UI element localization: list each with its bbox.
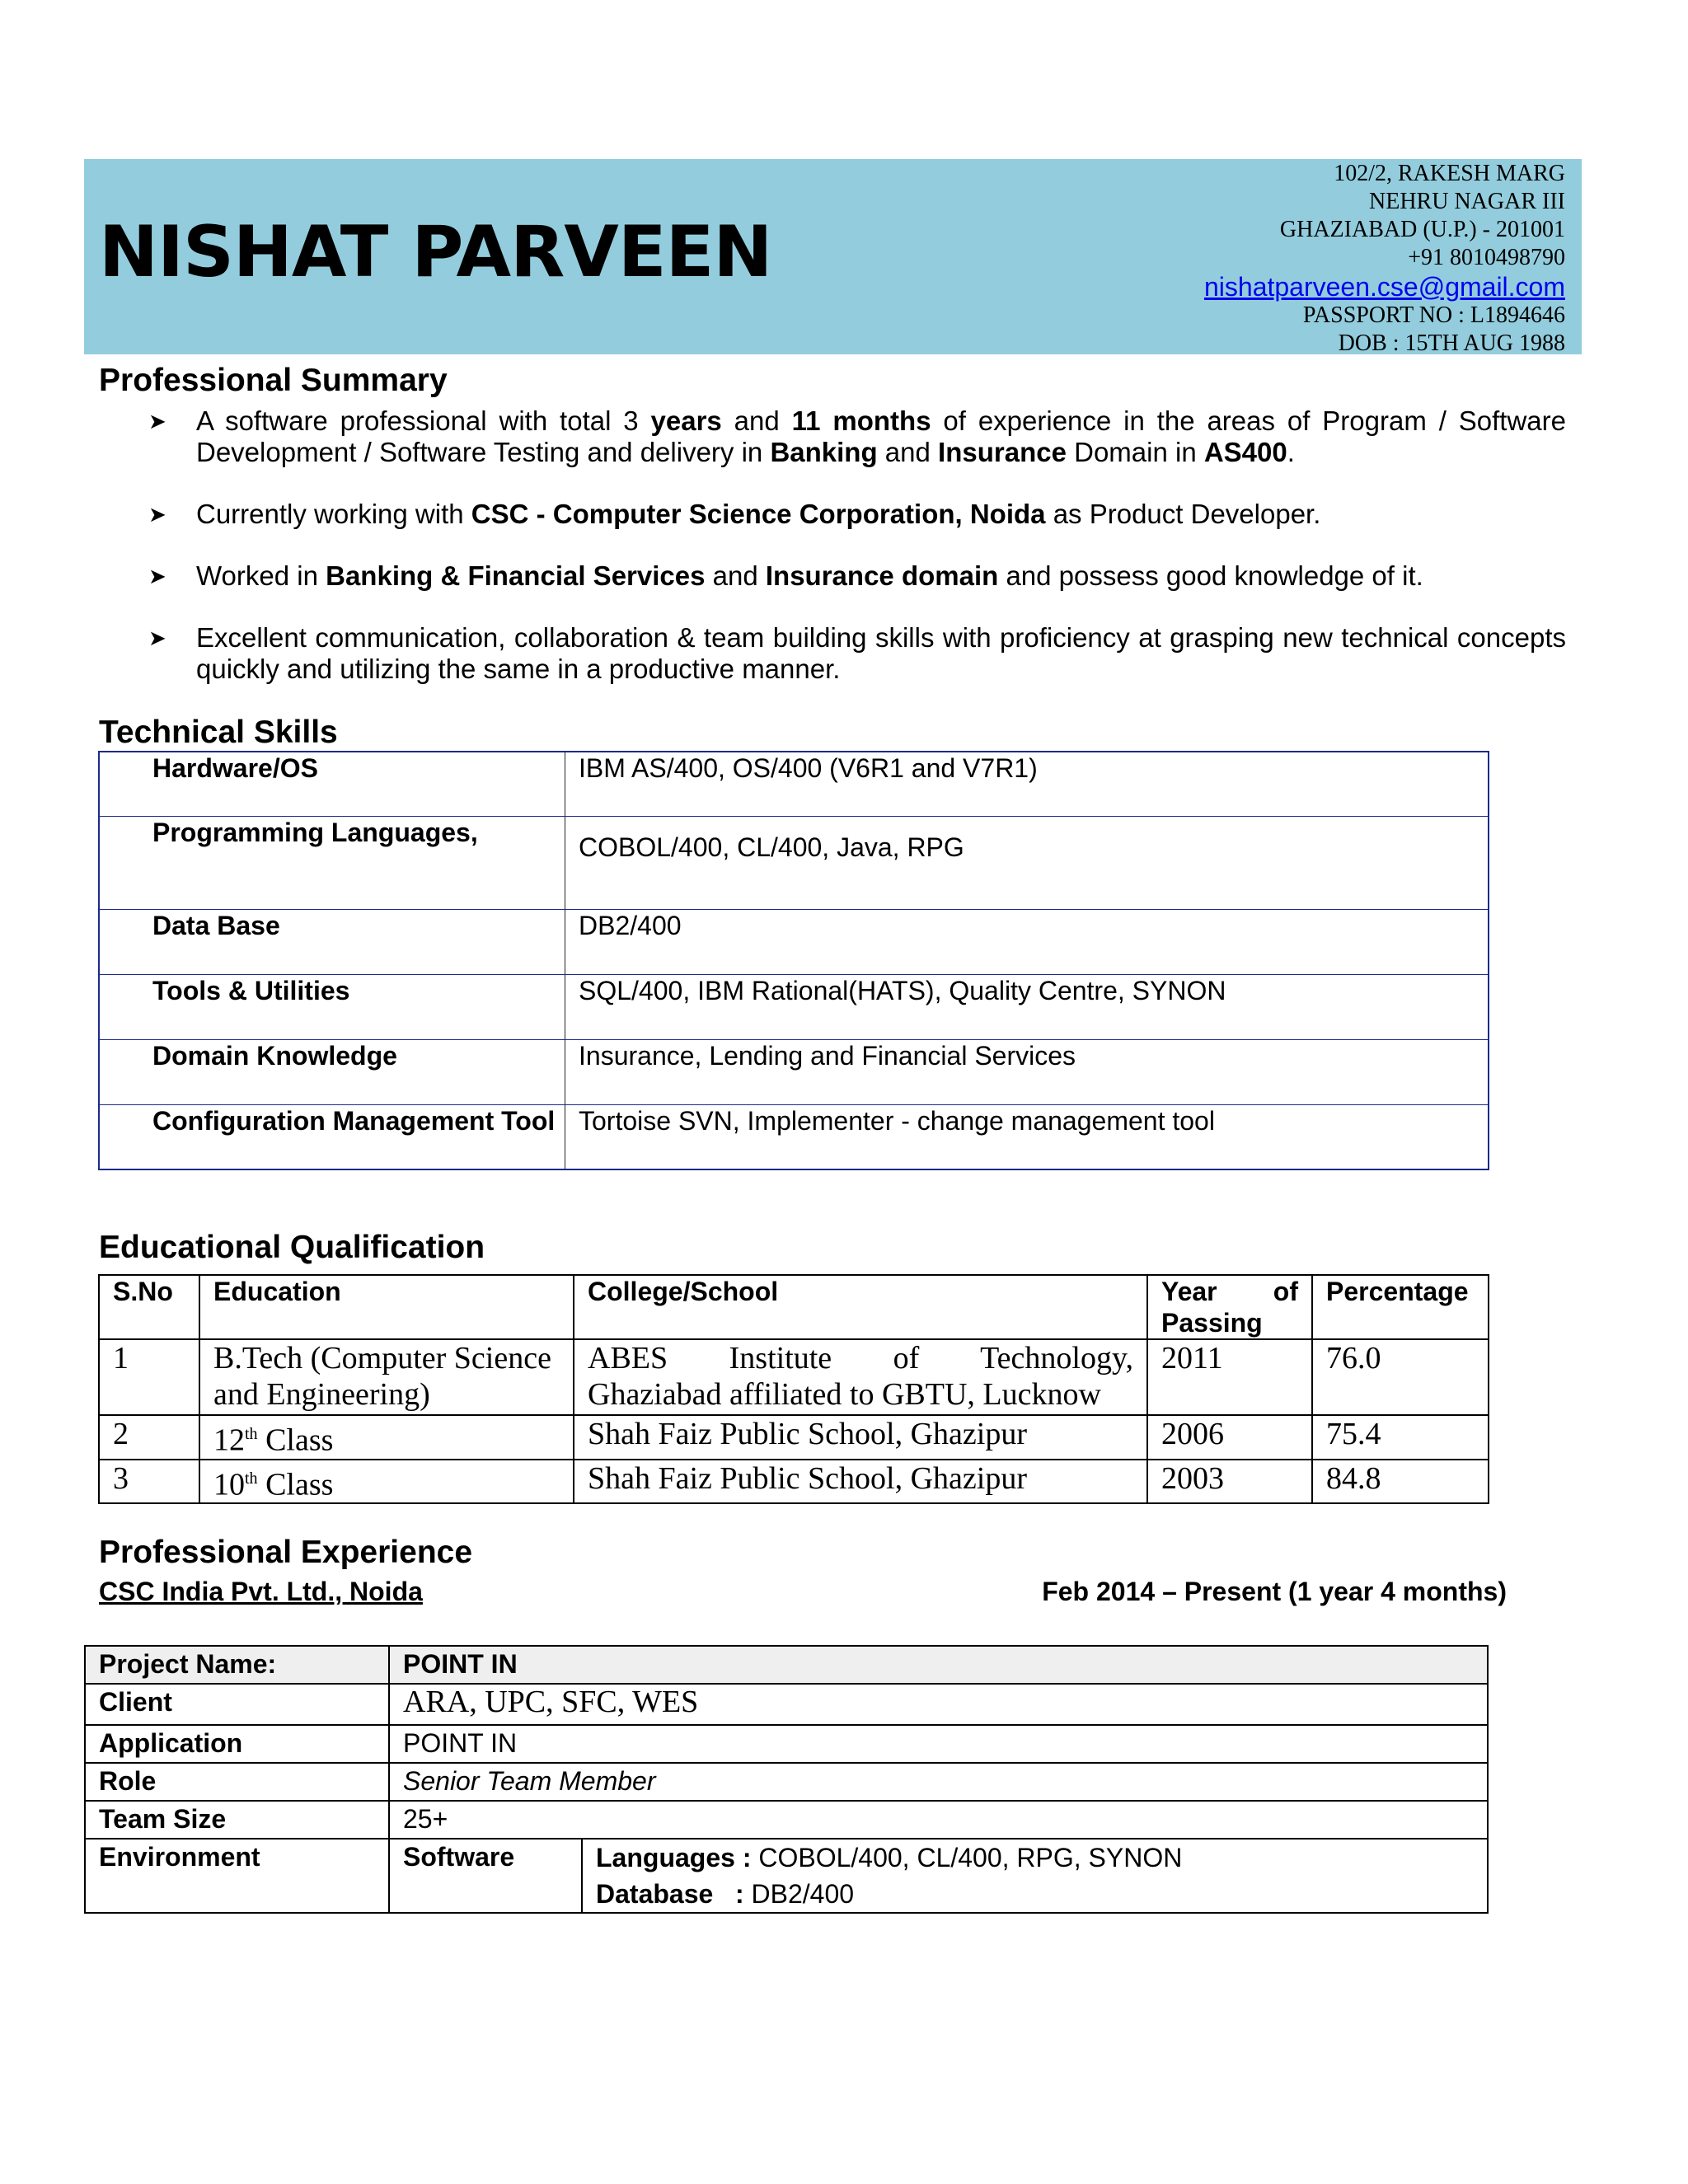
skill-key: Programming Languages, — [99, 816, 565, 909]
project-table — [84, 1645, 1489, 1914]
table-row — [99, 909, 1489, 974]
table-row — [99, 816, 1489, 909]
skill-key: Hardware/OS — [99, 752, 565, 816]
table-row — [85, 1646, 1488, 1684]
summary-heading: Professional Summary — [99, 363, 448, 398]
skill-key: Configuration Management Tool — [99, 1104, 565, 1169]
header-year: Year of Passing — [1147, 1275, 1312, 1339]
cell-education: B.Tech (Computer Science and Engineering) — [199, 1339, 574, 1415]
skill-value: Tortoise SVN, Implementer - change management tool — [565, 1104, 1489, 1169]
skill-value: SQL/400, IBM Rational(HATS), Quality Centre, SYNON — [565, 974, 1489, 1039]
summary-bullet: ➤ Excellent communication, collaboration & team building skills with proficiency at grasping new technical concepts quickly and utilizing the same in a productive manner. — [148, 622, 1566, 684]
summary-list — [148, 405, 1566, 715]
cell-education: 10th Class — [199, 1460, 574, 1504]
cell-percentage: 76.0 — [1312, 1339, 1489, 1415]
education-table — [98, 1274, 1489, 1504]
summary-bullet: ➤ Worked in Banking & Financial Services and Insurance domain and possess good knowledge of it. — [148, 560, 1423, 591]
address-line-1: 102/2, RAKESH MARG — [1334, 161, 1565, 186]
table-row — [99, 1339, 1489, 1415]
email-link[interactable]: nishatparveen.cse@gmail.com — [1203, 272, 1565, 302]
summary-bullet: ➤ Currently working with CSC - Computer Science Corporation, Noida as Product Developer. — [148, 499, 1321, 529]
cell-education: 12th Class — [199, 1415, 574, 1460]
cell-sno: 2 — [99, 1415, 199, 1460]
date-of-birth: DOB : 15TH AUG 1988 — [1338, 330, 1565, 356]
cell-year: 2003 — [1147, 1460, 1312, 1504]
table-row — [85, 1725, 1488, 1763]
environment-label: Environment — [85, 1839, 389, 1913]
table-row — [85, 1801, 1488, 1839]
arrow-bullet-icon: ➤ — [148, 626, 166, 650]
role-value: Senior Team Member — [389, 1763, 1488, 1801]
project-name-label: Project Name: — [85, 1646, 389, 1684]
client-value: ARA, UPC, SFC, WES — [389, 1684, 1488, 1725]
address-line-2: NEHRU NAGAR III — [1369, 189, 1565, 214]
table-row — [99, 1039, 1489, 1104]
summary-bullet: ➤ A software professional with total 3 years and 11 months of experience in the areas of Program / Software Development / Software Testing and delivery in Banking and Insurance Domain in AS400. — [148, 405, 1566, 467]
skill-value: IBM AS/400, OS/400 (V6R1 and V7R1) — [565, 752, 1489, 816]
cell-year: 2006 — [1147, 1415, 1312, 1460]
candidate-name: NISHAT PARVEEN — [99, 211, 772, 293]
team-size-value: 25+ — [389, 1801, 1488, 1839]
table-row — [99, 1460, 1489, 1504]
software-label: Software — [389, 1839, 582, 1913]
header-college: College/School — [574, 1275, 1147, 1339]
experience-heading: Professional Experience — [99, 1535, 473, 1570]
employment-duration: Feb 2014 – Present (1 year 4 months) — [1042, 1577, 1507, 1606]
skill-value: Insurance, Lending and Financial Services — [565, 1039, 1489, 1104]
cell-year: 2011 — [1147, 1339, 1312, 1415]
header-percentage: Percentage — [1312, 1275, 1489, 1339]
passport-number: PASSPORT NO : L1894646 — [1302, 302, 1565, 328]
table-row — [99, 752, 1489, 816]
phone-number: +91 8010498790 — [1408, 245, 1565, 270]
cell-college: Shah Faiz Public School, Ghazipur — [574, 1460, 1147, 1504]
skill-value: DB2/400 — [565, 909, 1489, 974]
skills-table — [98, 751, 1489, 1170]
education-heading: Educational Qualification — [99, 1230, 485, 1265]
address-line-3: GHAZIABAD (U.P.) - 201001 — [1279, 217, 1565, 242]
table-row — [85, 1839, 1488, 1913]
table-row — [99, 1415, 1489, 1460]
table-row — [99, 1104, 1489, 1169]
header-sno: S.No — [99, 1275, 199, 1339]
application-label: Application — [85, 1725, 389, 1763]
cell-sno: 1 — [99, 1339, 199, 1415]
environment-details: Languages : COBOL/400, CL/400, RPG, SYNON Database : DB2/400 — [582, 1839, 1488, 1913]
header-education: Education — [199, 1275, 574, 1339]
table-row — [85, 1763, 1488, 1801]
table-row — [99, 974, 1489, 1039]
cell-college: Shah Faiz Public School, Ghazipur — [574, 1415, 1147, 1460]
skill-key: Data Base — [99, 909, 565, 974]
skills-heading: Technical Skills — [99, 715, 338, 750]
application-value: POINT IN — [389, 1725, 1488, 1763]
cell-percentage: 84.8 — [1312, 1460, 1489, 1504]
cell-college: ABES Institute of Technology, Ghaziabad affiliated to GBTU, Lucknow — [574, 1339, 1147, 1415]
arrow-bullet-icon: ➤ — [148, 502, 166, 527]
role-label: Role — [85, 1763, 389, 1801]
cell-sno: 3 — [99, 1460, 199, 1504]
company-name: CSC India Pvt. Ltd., Noida — [99, 1577, 423, 1606]
skill-key: Tools & Utilities — [99, 974, 565, 1039]
contact-block — [1204, 160, 1565, 358]
table-header-row — [99, 1275, 1489, 1339]
client-label: Client — [85, 1684, 389, 1725]
skill-value: COBOL/400, CL/400, Java, RPG — [565, 816, 1489, 909]
team-size-label: Team Size — [85, 1801, 389, 1839]
arrow-bullet-icon: ➤ — [148, 409, 166, 434]
table-row — [85, 1684, 1488, 1725]
cell-percentage: 75.4 — [1312, 1415, 1489, 1460]
skill-key: Domain Knowledge — [99, 1039, 565, 1104]
project-name: POINT IN — [389, 1646, 1488, 1684]
arrow-bullet-icon: ➤ — [148, 564, 166, 588]
